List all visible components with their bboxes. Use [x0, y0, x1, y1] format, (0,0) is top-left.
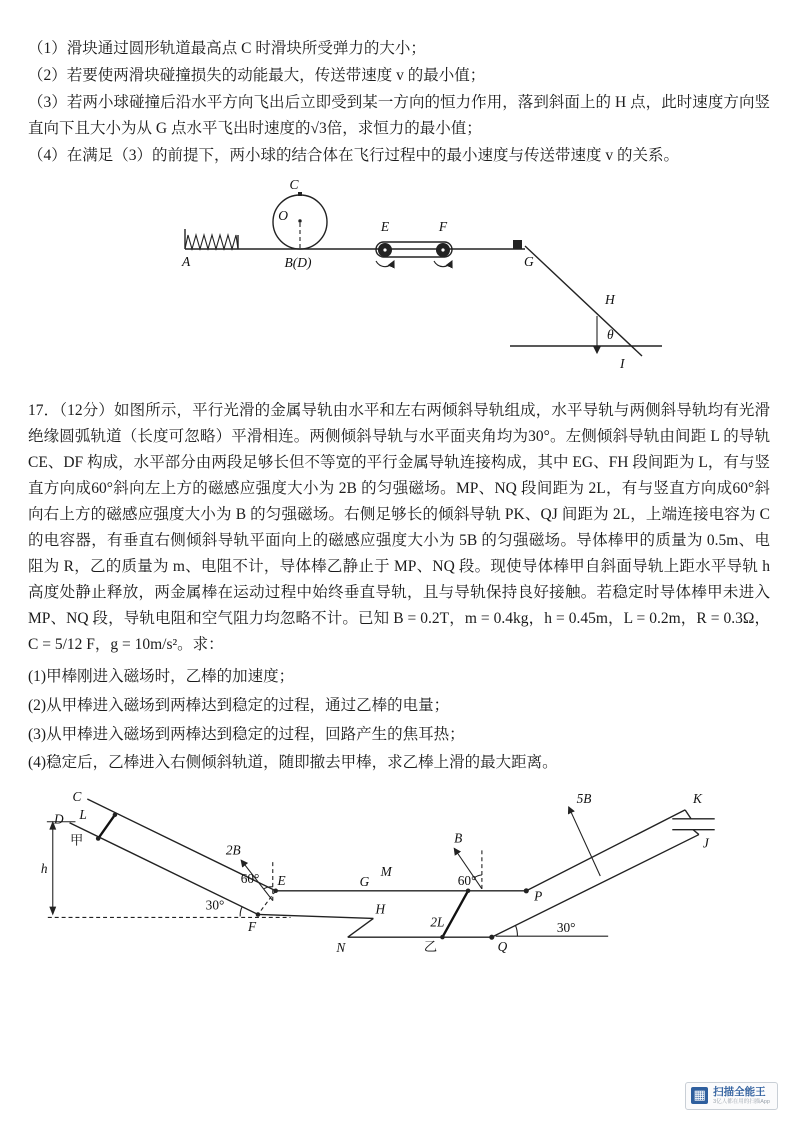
q17-part-4: (4)稳定后，乙棒进入右侧倾斜轨道，随即撤去甲棒，求乙棒上滑的最大距离。	[28, 754, 558, 772]
angle-marks	[240, 907, 608, 937]
field-5B-arrow	[569, 807, 601, 876]
preamble-item-1: （1）滑块通过圆形轨道最高点 C 时滑块所受弹力的大小；	[28, 40, 426, 57]
q17-part-2: (2)从甲棒进入磁场到两棒达到稳定的过程，通过乙棒的电量；	[28, 697, 450, 715]
label-F2: F	[247, 919, 257, 935]
question-preamble	[28, 36, 770, 169]
label-P: P	[534, 888, 543, 904]
label-theta: θ	[607, 327, 614, 343]
label-G2: G	[359, 873, 370, 889]
figure-1	[180, 179, 770, 374]
belt-rotation-arrow	[376, 261, 394, 267]
label-H: H	[605, 292, 615, 308]
label-L: L	[79, 806, 87, 822]
label-2B: 2B	[225, 842, 241, 858]
label-5B: 5B	[576, 791, 592, 807]
label-A: A	[182, 254, 191, 270]
qr-icon: ▦	[691, 1087, 708, 1104]
label-O: O	[278, 208, 288, 224]
q17-part-1: (1)甲棒刚进入磁场时，乙棒的加速度；	[28, 668, 295, 686]
height-reference	[47, 821, 291, 918]
label-yi: 乙	[423, 939, 438, 955]
label-J: J	[702, 835, 709, 851]
conveyor-belt	[376, 242, 452, 267]
label-D: D	[54, 811, 64, 827]
label-30-right: 30°	[556, 920, 576, 936]
label-F: F	[438, 219, 448, 235]
label-K: K	[692, 791, 702, 807]
spring-icon	[185, 235, 238, 249]
preamble-item-4: （4）在满足（3）的前提下，两小球的结合体在飞行过程中的最小速度与传送带速度 v 的关系。	[28, 147, 680, 165]
belt-rotation-arrow	[434, 261, 452, 267]
label-Q: Q	[497, 939, 508, 955]
preamble-item-3: （3）若两小球碰撞后沿水平方向飞出后立即受到某一方向的恒力作用，落到斜面上的 H 点，此时速度方向竖直向下且大小为从 G 点水平飞出时速度的√3倍，求恒力的最小值；	[28, 94, 770, 138]
label-2L: 2L	[430, 914, 445, 930]
scanner-watermark	[685, 1082, 778, 1110]
rod-jia	[96, 813, 117, 841]
label-N: N	[336, 940, 346, 956]
watermark-subtitle: 3亿人都在用的扫描App	[713, 1098, 770, 1105]
label-BD: B(D)	[284, 255, 312, 271]
preamble-item-2: （2）若要使两滑块碰撞损失的动能最大，传送带速度 v 的最小值；	[28, 67, 486, 85]
label-C2: C	[72, 789, 82, 805]
figure-2-svg	[36, 789, 766, 962]
figure-1-labels	[181, 179, 626, 371]
q17-part-3: (3)从甲棒进入磁场到两棒达到稳定的过程，回路产生的焦耳热；	[28, 725, 465, 743]
label-jia: 甲	[70, 832, 84, 848]
figure-1-svg	[180, 179, 670, 374]
label-H2: H	[375, 901, 386, 917]
label-60-left: 60°	[240, 870, 260, 886]
junction-points-PQ	[489, 888, 529, 939]
label-30-left: 30°	[205, 897, 225, 913]
label-h: h	[40, 861, 48, 877]
label-60-right: 60°	[457, 872, 477, 888]
block-at-G	[513, 240, 522, 249]
label-I: I	[620, 356, 625, 372]
ground-surface	[185, 229, 525, 249]
label-C: C	[289, 179, 299, 193]
question-17-body: 17．（12分）如图所示，平行光滑的金属导轨由水平和左右两倾斜导轨组成，水平导轨与两侧斜导轨均有光滑绝缘圆弧轨道（长度可忽略）平滑相连。两侧倾斜导轨与水平面夹角均为30°。左侧倾斜导轨由间距 L 的导轨 CE、DF 构成，水平部分由两段足够长但不等宽的平行金属导轨连接构成，其中 EG、FH 段间距为 L，有与竖直方向成60°斜向左上方的磁感应强度大小为 2B 的匀强磁场。MP、NQ 段间距为 2L，有与竖直方向成60°斜向右上方的磁感应强度大小为 B 的匀强磁场。右侧足够长的倾斜导轨 PK、QJ 间距为 2L，上端连接电容为 C 的电容器，有垂直右侧倾斜导轨平面向上的磁感应强度大小为 5B 的匀强磁场。导体棒甲的质量为 0.5m、电阻为 R，乙的质量为 m、电阻不计，导体棒乙静止于 MP、NQ 段。现使导体棒甲自斜面导轨上距水平导轨 h 高度处静止释放，两金属棒在运动过程中始终垂直导轨，且与导轨保持良好接触。若稳定时导体棒甲未进入 MP、NQ 段，导轨电阻和空气阻力均忽略不计。已知 B = 0.2T，m = 0.4kg，h = 0.45m，L = 0.2m，R = 0.3Ω，C = 5/12 F，g = 10m/s²。求：	[28, 402, 770, 654]
watermark-title: 扫描全能王	[713, 1086, 766, 1098]
figure-2	[36, 789, 770, 962]
rod-yi	[440, 889, 470, 940]
label-E2: E	[277, 872, 286, 888]
label-M: M	[380, 864, 392, 880]
label-E: E	[380, 219, 390, 235]
question-17-parts	[28, 664, 770, 777]
label-G: G	[524, 254, 534, 270]
figure-2-labels	[41, 789, 710, 955]
label-B: B	[454, 830, 463, 846]
